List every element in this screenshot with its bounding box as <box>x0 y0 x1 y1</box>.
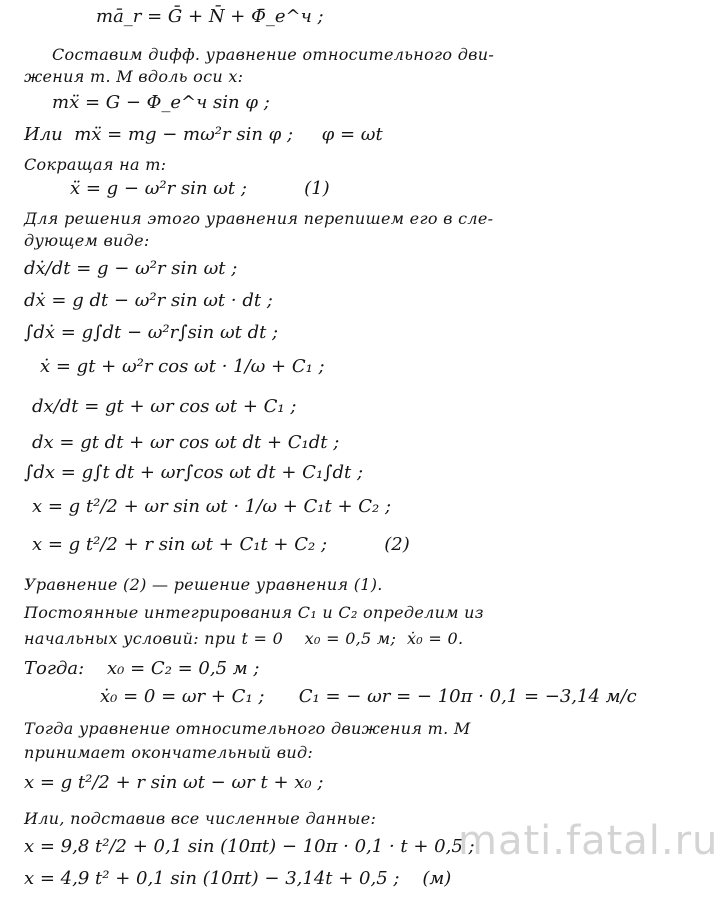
text-line-21: начальных условий: при t = 0 x₀ = 0,5 м; ẋ₀ = 0. <box>24 629 464 648</box>
equation-line-26: x = g t²/2 + r sin ωt − ωr t + x₀ ; <box>24 772 324 793</box>
equation-line-23: ẋ₀ = 0 = ωr + C₁ ; C₁ = − ωr = − 10π · 0,1 = −3,14 м/с <box>100 686 637 707</box>
text-line-9: дующем виде: <box>24 231 150 250</box>
equation-line-1: mā_r = Ḡ + N̄ + Φ̄_e^ч ; <box>96 6 324 27</box>
equation-line-10: dẋ/dt = g − ω²r sin ωt ; <box>24 258 238 279</box>
equation-line-29: x = 4,9 t² + 0,1 sin (10πt) − 3,14t + 0,5 ; (м) <box>24 868 452 889</box>
equation-line-12: ∫dẋ = g∫dt − ω²r∫sin ωt dt ; <box>24 322 279 343</box>
equation-line-18: x = g t²/2 + r sin ωt + C₁t + C₂ ; (2) <box>32 534 410 555</box>
text-line-3: жения т. М вдоль оси x: <box>24 67 244 86</box>
text-line-20: Постоянные интегрирования C₁ и C₂ определим из <box>24 603 484 622</box>
text-line-25: принимает окончательный вид: <box>24 743 314 762</box>
equation-line-17: x = g t²/2 + ωr sin ωt · 1/ω + C₁t + C₂ ; <box>32 496 392 517</box>
equation-line-13: ẋ = gt + ω²r cos ωt · 1/ω + C₁ ; <box>40 356 325 377</box>
equation-line-14: dx/dt = gt + ωr cos ωt + C₁ ; <box>32 396 297 417</box>
text-line-8: Для решения этого уравнения перепишем его в сле- <box>24 209 494 228</box>
equation-line-28: x = 9,8 t²/2 + 0,1 sin (10πt) − 10π · 0,1 · t + 0,5 ; <box>24 836 475 857</box>
site-watermark: mati.fatal.ru <box>458 818 718 864</box>
text-line-2: Составим дифф. уравнение относительного дви- <box>52 45 495 64</box>
equation-line-16: ∫dx = g∫t dt + ωr∫cos ωt dt + C₁∫dt ; <box>24 462 364 483</box>
equation-line-5: Или mẍ = mg − mω²r sin φ ; φ = ωt <box>24 124 383 145</box>
equation-line-11: dẋ = g dt − ω²r sin ωt · dt ; <box>24 290 273 311</box>
equation-line-15: dx = gt dt + ωr cos ωt dt + C₁dt ; <box>32 432 340 453</box>
equation-line-4: mẍ = G − Φ_e^ч sin φ ; <box>52 92 270 113</box>
text-line-19: Уравнение (2) — решение уравнения (1). <box>24 575 383 594</box>
text-line-27: Или, подставив все численные данные: <box>24 809 377 828</box>
equation-line-22: Тогда: x₀ = C₂ = 0,5 м ; <box>24 658 260 679</box>
equation-line-7: ẍ = g − ω²r sin ωt ; (1) <box>70 178 330 199</box>
text-line-6: Сокращая на m: <box>24 155 167 174</box>
text-line-24: Тогда уравнение относительного движения т. М <box>24 719 471 738</box>
